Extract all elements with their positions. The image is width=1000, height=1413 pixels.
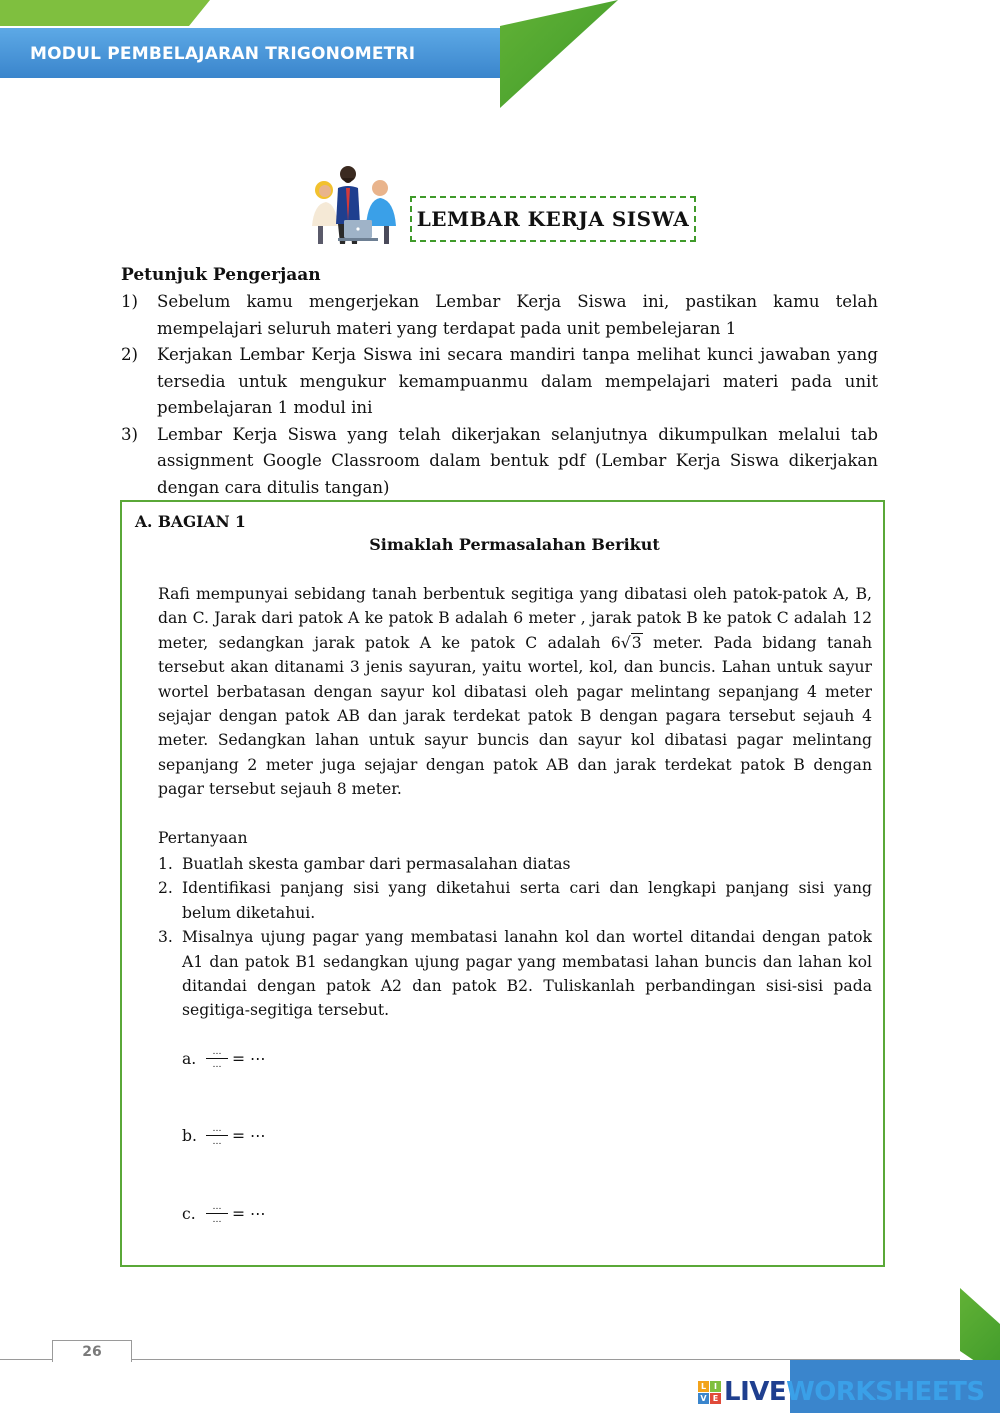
instruction-item <box>121 342 878 422</box>
students-illustration-icon <box>304 164 402 246</box>
answer-equals: = ⋯ <box>232 1049 266 1068</box>
answer-equals: = ⋯ <box>232 1126 266 1145</box>
fraction-bar <box>206 1135 228 1136</box>
liveworksheets-icon <box>698 1381 721 1404</box>
problem-section-box <box>120 500 885 1267</box>
question-text: Buatlah skesta gambar dari permasalahan diatas <box>182 855 571 873</box>
question-item <box>158 852 872 876</box>
brand-worksheets: WORKSHEETS <box>786 1377 985 1407</box>
fraction-denominator: … <box>212 1060 222 1070</box>
module-title: MODUL PEMBELAJARAN TRIGONOMETRI <box>30 44 416 64</box>
header-green-accent-left <box>0 0 210 26</box>
answer-row-a[interactable] <box>182 1047 266 1070</box>
problem-story <box>158 582 872 802</box>
instruction-number: 2) <box>121 345 139 364</box>
question-item <box>158 925 872 1023</box>
fraction-numerator: … <box>212 1047 222 1057</box>
logo-letter: V <box>698 1393 709 1404</box>
fraction-numerator: … <box>212 1124 222 1134</box>
answer-equals: = ⋯ <box>232 1204 266 1223</box>
logo-letter: L <box>698 1381 709 1392</box>
sqrt-value: 3 <box>631 633 642 652</box>
instruction-text: Lembar Kerja Siswa yang telah dikerjakan selanjutnya dikumpulkan melalui tab assignment Google Classroom dalam bentuk pdf (Lembar Kerja Siswa dikerjakan dengan cara ditulis tangan) <box>157 424 878 497</box>
fraction-denominator: … <box>212 1137 222 1147</box>
page-number: 26 <box>52 1340 132 1362</box>
worksheet-title-box <box>410 196 696 242</box>
story-text-part1: Rafi mempunyai sebidang tanah berbentuk segitiga yang dibatasi oleh patok-patok A, B, dan C. Jarak dari patok A ke patok B adalah 6 meter , jarak patok B ke patok C adalah 12 meter, sedangkan jarak patok A ke patok C adalah 6 <box>158 585 872 652</box>
fraction-bar <box>206 1058 228 1059</box>
logo-letter: I <box>710 1381 721 1392</box>
answer-label: b. <box>182 1126 197 1145</box>
question-text: Misalnya ujung pagar yang membatasi lanahn kol dan wortel ditandai dengan patok A1 dan patok B1 sedangkan ujung pagar yang membatasi lahan buncis dan lahan kol ditandai dengan patok A2 dan patok B2. Tuliskanlah perbandingan sisi-sisi pada segitiga-segitiga tersebut. <box>182 928 872 1020</box>
question-item <box>158 876 872 925</box>
fraction-blank[interactable] <box>206 1124 228 1147</box>
question-number: 3. <box>158 928 173 947</box>
worksheet-title: LEMBAR KERJA SISWA <box>416 207 690 231</box>
instruction-number: 3) <box>121 424 139 444</box>
instructions-title: Petunjuk Pengerjaan <box>121 265 321 285</box>
fraction-blank[interactable] <box>206 1047 228 1070</box>
fraction-denominator: … <box>212 1215 222 1225</box>
section-subtitle: Simaklah Permasalahan Berikut <box>369 535 660 554</box>
instruction-text: Sebelum kamu mengerjekan Lembar Kerja Siswa ini, pastikan kamu telah mempelajari seluruh materi yang terdapat pada unit pembelejaran 1 <box>157 292 878 338</box>
header-green-accent-right <box>500 0 618 108</box>
sqrt-symbol: √ <box>620 633 631 652</box>
square-root-expression <box>621 633 643 652</box>
answer-label: c. <box>182 1204 196 1223</box>
instruction-number: 1) <box>121 292 139 311</box>
story-text-part2: meter. Pada bidang tanah tersebut akan ditanami 3 jenis sayuran, yaitu wortel, kol, dan buncis. Lahan untuk sayur wortel berbatasan dengan sayur kol dibatasi oleh pagar melintang sepanjang 4 meter sejajar dengan patok AB dan jarak terdekat patok B dengan pagara tersebut sejauh 4 meter. Sedangkan lahan untuk sayur buncis dan sayur kol dibatasi pagar melintang sepanjang 2 meter juga sejajar dengan patok AB dan jarak terdekat patok B dengan pagar tersebut sejauh 8 meter. <box>158 633 872 799</box>
fraction-numerator: … <box>212 1202 222 1212</box>
questions-list <box>158 852 872 1023</box>
section-label: A. BAGIAN 1 <box>135 512 246 531</box>
question-number: 2. <box>158 879 173 898</box>
fraction-bar <box>206 1213 228 1214</box>
brand-live: LIVE <box>724 1377 787 1407</box>
liveworksheets-logo[interactable] <box>698 1377 985 1407</box>
question-number: 1. <box>158 855 173 873</box>
instruction-item <box>121 289 878 342</box>
fraction-blank[interactable] <box>206 1202 228 1225</box>
logo-letter: E <box>710 1393 721 1404</box>
questions-title: Pertanyaan <box>158 829 248 847</box>
answer-row-c[interactable] <box>182 1202 266 1225</box>
instruction-text: Kerjakan Lembar Kerja Siswa ini secara mandiri tanpa melihat kunci jawaban yang tersedia untuk mengukur kemampuanmu dalam mempelajari materi pada unit pembelajaran 1 modul ini <box>157 345 878 417</box>
answer-label: a. <box>182 1049 197 1068</box>
instruction-item <box>121 422 878 502</box>
answer-row-b[interactable] <box>182 1124 266 1147</box>
instructions-list <box>121 289 878 501</box>
question-text: Identifikasi panjang sisi yang diketahui serta cari dan lengkapi panjang sisi yang belum diketahui. <box>182 879 872 922</box>
